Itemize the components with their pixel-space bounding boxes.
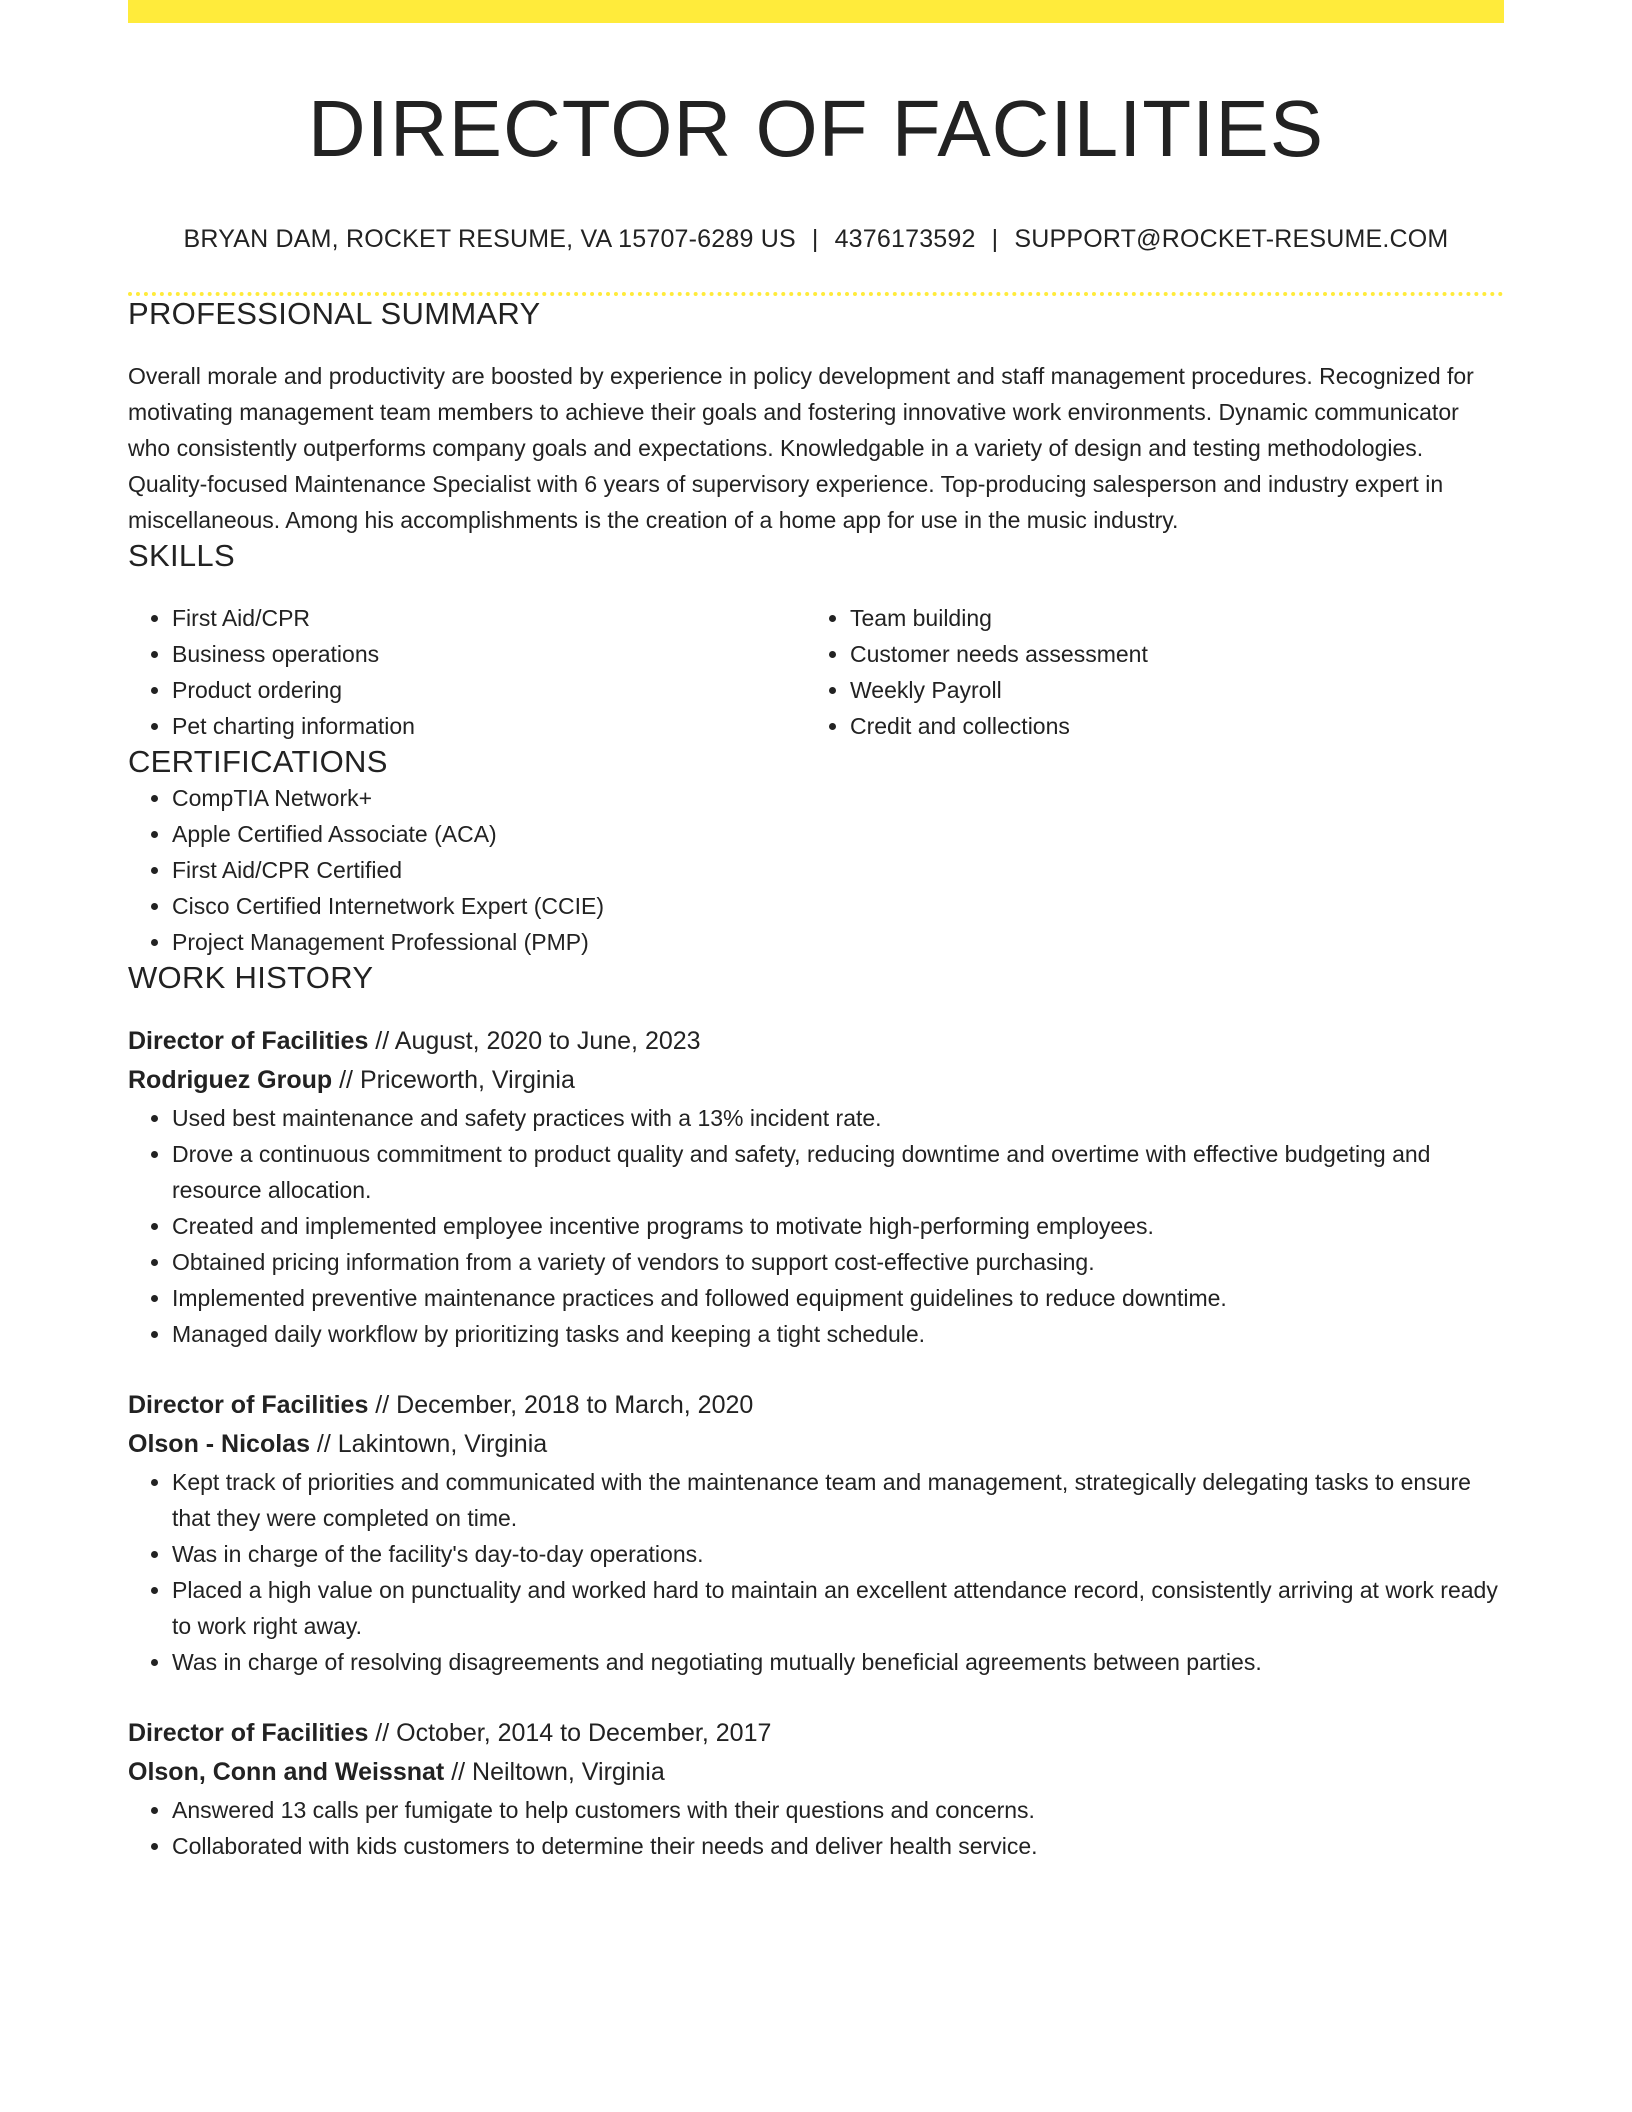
contact-separator: |: [811, 225, 819, 253]
work-history-heading: WORK HISTORY: [128, 960, 374, 995]
job-dates: // October, 2014 to December, 2017: [368, 1719, 772, 1747]
job-bullet: • Was in charge of resolving disagreements and negotiating mutually beneficial agreements between parties.: [172, 1644, 1504, 1680]
job-bullet: • Answered 13 calls per fumigate to help customers with their questions and concerns.: [172, 1792, 1504, 1828]
job-bullet: • Obtained pricing information from a variety of vendors to support cost-effective purchasing.: [172, 1244, 1504, 1280]
job-bullet: • Implemented preventive maintenance practices and followed equipment guidelines to reduce downtime.: [172, 1280, 1504, 1316]
job-entry: [128, 1022, 1504, 1352]
certifications-heading: CERTIFICATIONS: [128, 744, 388, 779]
skill-item: • Business operations: [172, 636, 806, 672]
certifications-list: [128, 780, 1504, 960]
skill-item: • Team building: [850, 600, 1484, 636]
job-company: Rodriguez Group: [128, 1066, 333, 1094]
job-bullet: • Managed daily workflow by prioritizing tasks and keeping a tight schedule.: [172, 1316, 1504, 1352]
job-bullets: [128, 1464, 1504, 1680]
skills-grid: [128, 600, 1504, 744]
skills-column-left: [128, 600, 806, 744]
resume-page: [128, 0, 1504, 1864]
job-location: // Neiltown, Virginia: [444, 1758, 665, 1786]
certification-item: • Cisco Certified Internetwork Expert (CCIE): [172, 888, 1504, 924]
job-bullet: • Collaborated with kids customers to determine their needs and deliver health service.: [172, 1828, 1504, 1864]
certification-item: • First Aid/CPR Certified: [172, 852, 1504, 888]
skills-heading: SKILLS: [128, 538, 235, 573]
skills-list-left: [128, 600, 806, 744]
skills-list-right: [806, 600, 1484, 744]
accent-top-bar: [128, 0, 1504, 23]
job-title: Director of Facilities: [128, 1719, 369, 1747]
job-title-line: [128, 1386, 1504, 1425]
job-title-line: [128, 1022, 1504, 1061]
certification-item: • CompTIA Network+: [172, 780, 1504, 816]
summary-heading: PROFESSIONAL SUMMARY: [128, 296, 541, 331]
job-dates: // August, 2020 to June, 2023: [368, 1027, 701, 1055]
contact-phone: 4376173592: [834, 225, 976, 253]
job-bullet: • Used best maintenance and safety practices with a 13% incident rate.: [172, 1100, 1504, 1136]
job-bullet: • Drove a continuous commitment to product quality and safety, reducing downtime and overtime with effective budgeting and resource allocation.: [172, 1136, 1504, 1208]
certification-item: • Project Management Professional (PMP): [172, 924, 1504, 960]
summary-text: Overall morale and productivity are boosted by experience in policy development and staff management procedures. Recognized for motivating management team members to achieve their goals and fostering innovative work environments. Dynamic communicator who consistently outperforms company goals and expectations. Knowledgable in a variety of design and testing methodologies. Quality-focused Maintenance Specialist with 6 years of supervisory experience. Top-producing salesperson and industry expert in miscellaneous. Among his accomplishments is the creation of a home app for use in the music industry.: [128, 363, 1474, 533]
contact-address: BRYAN DAM, ROCKET RESUME, VA 15707-6289 US: [183, 225, 796, 253]
job-bullets: [128, 1100, 1504, 1352]
job-dates: // December, 2018 to March, 2020: [368, 1391, 754, 1419]
job-title: Director of Facilities: [128, 1391, 369, 1419]
skills-column-right: [806, 600, 1484, 744]
job-entry: [128, 1714, 1504, 1864]
job-bullet: • Placed a high value on punctuality and worked hard to maintain an excellent attendance record, consistently arriving at work ready to work right away.: [172, 1572, 1504, 1644]
skill-item: • Product ordering: [172, 672, 806, 708]
job-entry: [128, 1386, 1504, 1680]
job-title: Director of Facilities: [128, 1027, 369, 1055]
job-company-line: [128, 1753, 1504, 1792]
skill-item: • Weekly Payroll: [850, 672, 1484, 708]
skill-item: • Pet charting information: [172, 708, 806, 744]
skill-item: • Credit and collections: [850, 708, 1484, 744]
job-bullet: • Was in charge of the facility's day-to-day operations.: [172, 1536, 1504, 1572]
job-company-line: [128, 1061, 1504, 1100]
job-company-line: [128, 1425, 1504, 1464]
job-company: Olson - Nicolas: [128, 1430, 310, 1458]
job-title-line: [128, 1714, 1504, 1753]
contact-email: SUPPORT@ROCKET-RESUME.COM: [1014, 225, 1449, 253]
resume-title: DIRECTOR OF FACILITIES: [307, 84, 1325, 173]
job-location: // Priceworth, Virginia: [332, 1066, 575, 1094]
skill-item: • First Aid/CPR: [172, 600, 806, 636]
contact-separator: |: [991, 225, 999, 253]
job-location: // Lakintown, Virginia: [309, 1430, 548, 1458]
contact-line: [128, 225, 1504, 254]
job-company: Olson, Conn and Weissnat: [128, 1758, 445, 1786]
skill-item: • Customer needs assessment: [850, 636, 1484, 672]
job-bullets: [128, 1792, 1504, 1864]
certification-item: • Apple Certified Associate (ACA): [172, 816, 1504, 852]
job-bullet: • Created and implemented employee incentive programs to motivate high-performing employees.: [172, 1208, 1504, 1244]
job-bullet: • Kept track of priorities and communicated with the maintenance team and management, strategically delegating tasks to ensure that they were completed on time.: [172, 1464, 1504, 1536]
